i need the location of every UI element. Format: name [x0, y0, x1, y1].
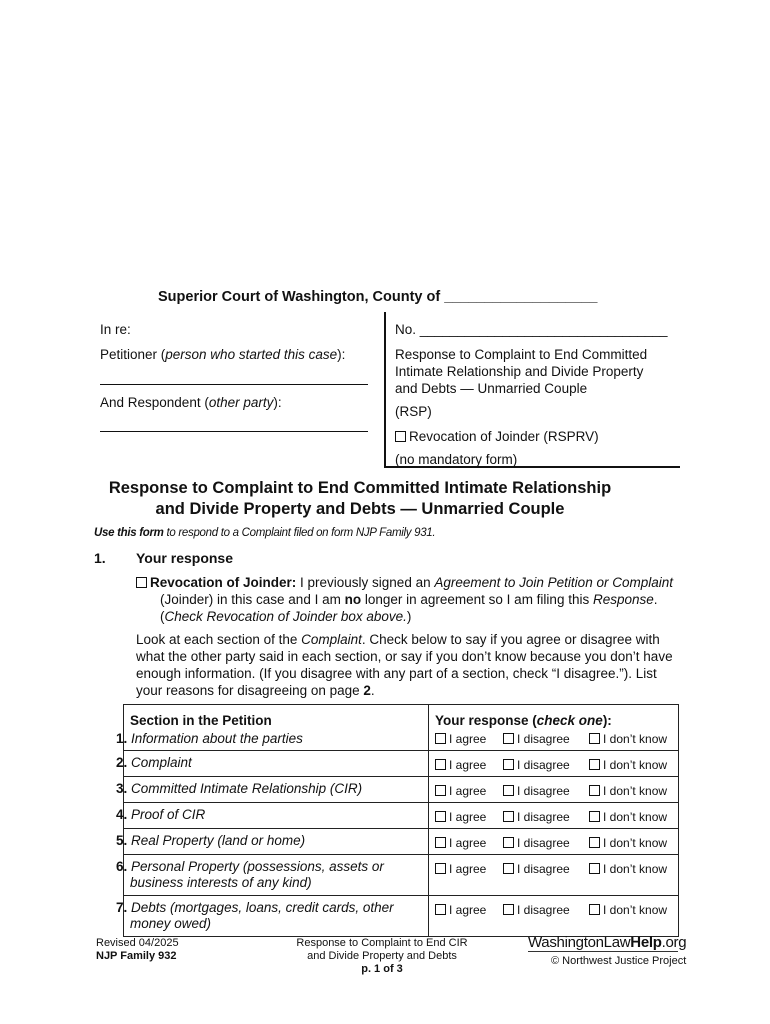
- petitioner-line[interactable]: [100, 384, 368, 385]
- agree-option[interactable]: I agree: [435, 861, 503, 877]
- table-row: 6. Personal Property (possessions, assets or business interests of any kind) I agree I disagree I don’t know: [124, 855, 679, 896]
- table-row: 3. Committed Intimate Relationship (CIR) I agree I disagree I don’t know: [124, 777, 679, 803]
- form-title-line1: Response to Complaint to End Committed Intimate Relationship: [108, 479, 612, 497]
- table-row: 7. Debts (mortgages, loans, credit cards, other money owed) I agree I disagree I don’t know: [124, 896, 679, 937]
- caption-code: (RSP): [395, 404, 432, 419]
- court-heading: Superior Court of Washington, County of ___________________: [158, 289, 598, 305]
- col-header-response: Your response (check one):: [429, 705, 679, 730]
- disagree-option[interactable]: I disagree: [503, 783, 589, 799]
- footer-left: [96, 937, 179, 963]
- caption-doc-title: Response to Complaint to End Committed Intimate Relationship and Divide Property and Debts — Unmarried Couple: [395, 347, 648, 396]
- revocation-option[interactable]: Revocation of Joinder (RSPRV): [395, 428, 599, 445]
- form-title-line2: and Divide Property and Debts — Unmarried Couple: [155, 500, 565, 518]
- brand-underline: [528, 951, 678, 952]
- in-re-label: In re:: [100, 322, 131, 337]
- table-row: 5. Real Property (land or home) I agree I disagree I don’t know: [124, 829, 679, 855]
- dont-know-option[interactable]: I don’t know: [589, 861, 667, 877]
- section-number: 1.: [94, 550, 106, 566]
- dont-know-option[interactable]: I don’t know: [589, 757, 667, 773]
- revocation-paragraph: Revocation of Joinder: I previously signed an Agreement to Join Petition or Complaint (Joinder) in this case and I am no longer in agreement so I am filing this Response. (Check Revocation of Joinder box above.): [136, 574, 676, 625]
- petitioner-label: Petitioner (person who started this case):: [100, 347, 346, 362]
- table-row: 1. Information about the parties I agree I disagree I don’t know: [124, 729, 679, 751]
- revocation-checkbox[interactable]: [395, 431, 406, 442]
- case-number-field[interactable]: No. _________________________________: [395, 322, 668, 337]
- revocation-joinder-checkbox[interactable]: [136, 577, 147, 588]
- table-row: 2. Complaint I agree I disagree I don’t know: [124, 751, 679, 777]
- mandatory-note: (no mandatory form): [395, 452, 518, 467]
- col-header-section: Section in the Petition: [124, 705, 429, 730]
- form-number: NJP Family 932: [96, 950, 177, 962]
- respondent-label: And Respondent (other party):: [100, 395, 282, 410]
- dont-know-option[interactable]: I don’t know: [589, 783, 667, 799]
- response-table: [116, 704, 679, 937]
- instructions: Use this form to respond to a Complaint filed on form NJP Family 931.: [94, 527, 436, 539]
- copyright: © Northwest Justice Project: [550, 955, 687, 967]
- revised-date: Revised 04/2025: [96, 937, 179, 949]
- dont-know-option[interactable]: I don’t know: [589, 835, 667, 851]
- disagree-option[interactable]: I disagree: [503, 809, 589, 825]
- caption-divider: [384, 312, 386, 468]
- disagree-option[interactable]: I disagree: [503, 902, 589, 918]
- page-number: p. 1 of 3: [361, 963, 403, 975]
- section-title: Your response: [136, 550, 233, 566]
- respondent-line[interactable]: [100, 431, 368, 432]
- disagree-option[interactable]: I disagree: [503, 731, 589, 747]
- agree-option[interactable]: I agree: [435, 757, 503, 773]
- dont-know-option[interactable]: I don’t know: [589, 731, 667, 747]
- agree-option[interactable]: I agree: [435, 783, 503, 799]
- instructions-paragraph: Look at each section of the Complaint. Check below to say if you agree or disagree with what the other party said in each section, or say if you don’t know because you don’t have enough information. (If you disagree with any part of a section, check “I disagree.”). List your reasons for disagreeing on page 2.: [136, 632, 673, 698]
- agree-option[interactable]: I agree: [435, 835, 503, 851]
- form-title: [60, 478, 660, 520]
- footer-center: Response to Complaint to End CIR and Divide Property and Debts p. 1 of 3: [280, 937, 484, 976]
- dont-know-option[interactable]: I don’t know: [589, 809, 667, 825]
- agree-option[interactable]: I agree: [435, 809, 503, 825]
- disagree-option[interactable]: I disagree: [503, 861, 589, 877]
- dont-know-option[interactable]: I don’t know: [589, 902, 667, 918]
- disagree-option[interactable]: I disagree: [503, 757, 589, 773]
- table-row: 4. Proof of CIR I agree I disagree I don’t know: [124, 803, 679, 829]
- brand-logo: WashingtonLawHelp.org: [528, 934, 687, 951]
- agree-option[interactable]: I agree: [435, 731, 503, 747]
- agree-option[interactable]: I agree: [435, 902, 503, 918]
- disagree-option[interactable]: I disagree: [503, 835, 589, 851]
